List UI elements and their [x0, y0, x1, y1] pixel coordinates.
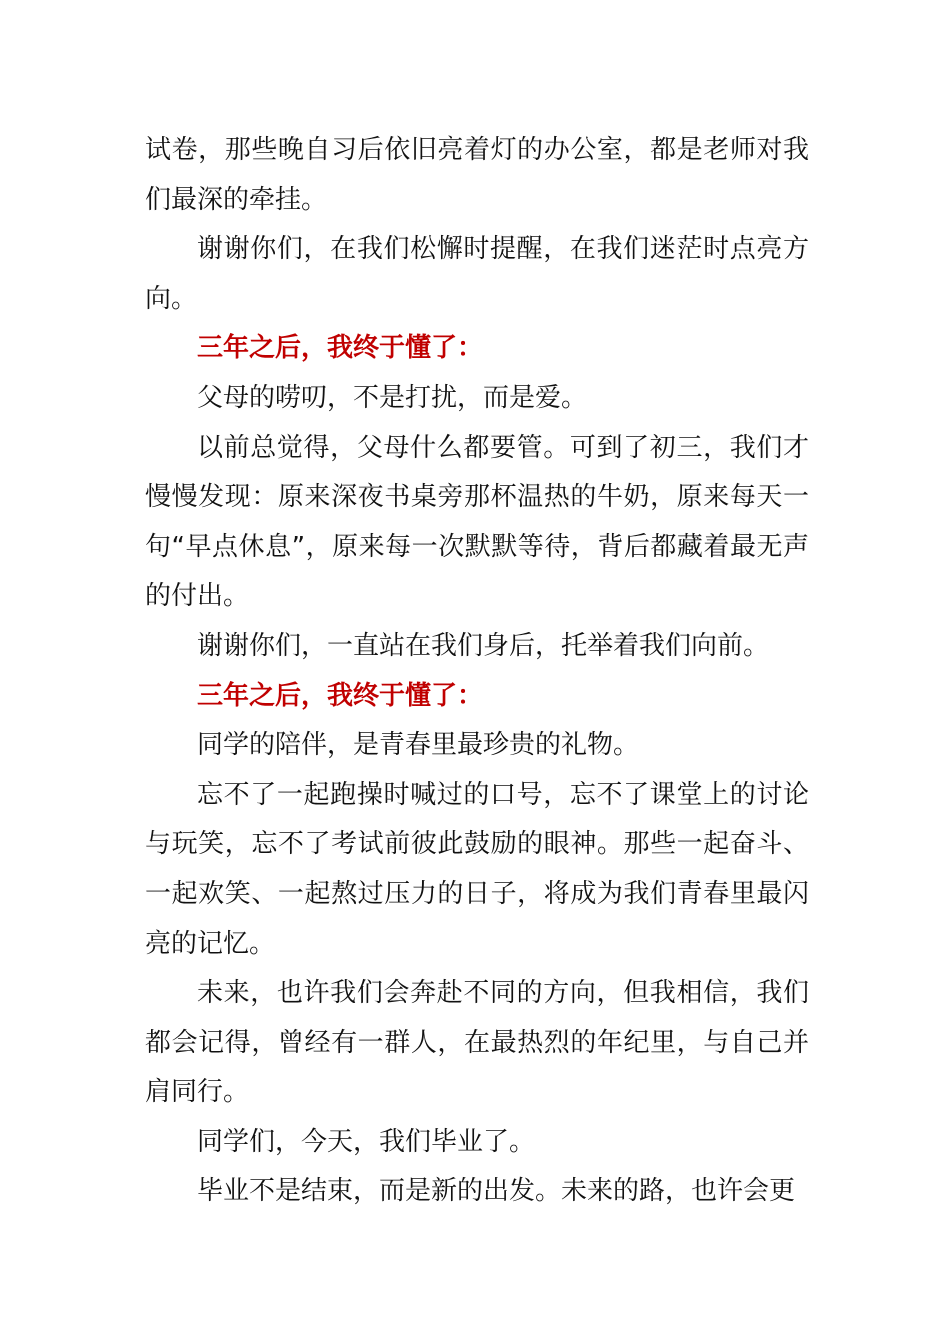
section-heading: 三年之后，我终于懂了： [197, 333, 484, 364]
paragraph-continuation: 试卷，那些晚自习后依旧亮着灯的办公室，都是老师对我们最深的牵挂。 [145, 135, 809, 215]
section-heading: 三年之后，我终于懂了： [197, 680, 484, 711]
paragraph-classmates-gift: 同学的陪伴，是青春里最珍贵的礼物。 [197, 730, 640, 761]
paragraph-parents-detail: 以前总觉得，父母什么都要管。可到了初三，我们才慢慢发现：原来深夜书桌旁那杯温热的牛奶，原来每天一句“早点休息”，原来每一次默默等待，背后都藏着最无声的付出。 [145, 432, 809, 612]
document-body [145, 126, 809, 1217]
paragraph-future: 未来，也许我们会奔赴不同的方向，但我相信，我们都会记得，曾经有一群人，在最热烈的年纪里，与自己并肩同行。 [145, 978, 809, 1108]
paragraph-graduation: 同学们，今天，我们毕业了。 [197, 1126, 536, 1157]
paragraph-classmates-memories: 忘不了一起跑操时喊过的口号，忘不了课堂上的讨论与玩笑，忘不了考试前彼此鼓励的眼神。那些一起奋斗、一起欢笑、一起熬过压力的日子，将成为我们青春里最闪亮的记忆。 [145, 779, 809, 959]
paragraph-thanks-teachers: 谢谢你们，在我们松懈时提醒，在我们迷茫时点亮方向。 [145, 234, 809, 314]
paragraph-parents-love: 父母的唠叨，不是打扰，而是爱。 [197, 382, 588, 413]
paragraph-thanks-parents: 谢谢你们，一直站在我们身后，托举着我们向前。 [197, 630, 770, 661]
paragraph-new-start: 毕业不是结束，而是新的出发。未来的路，也许会更 [197, 1176, 796, 1207]
